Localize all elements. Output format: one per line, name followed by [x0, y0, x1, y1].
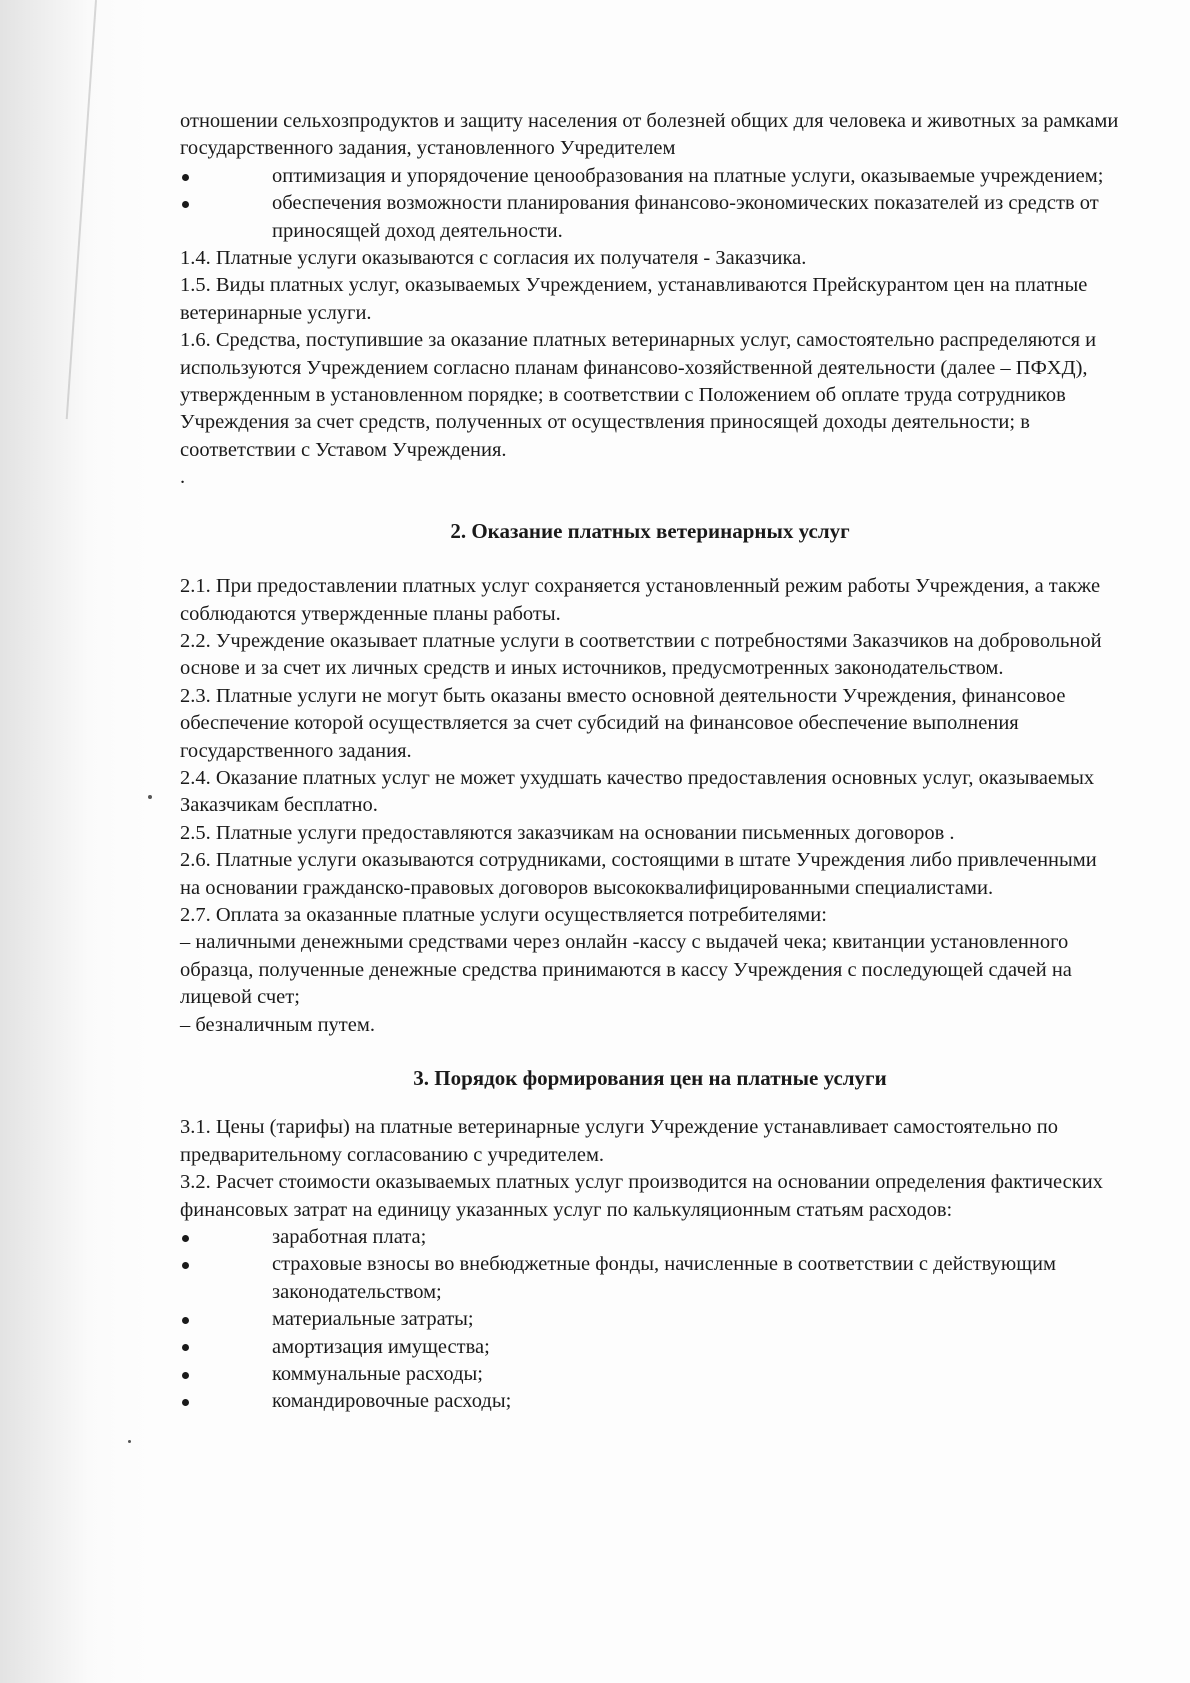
clause-2-2: 2.2. Учреждение оказывает платные услуги в соответствии с потребностями Заказчиков на добровольной основе и за счет их личных средств и иных источников, предусмотренных законодательством.: [180, 629, 1102, 680]
section-2-heading: 2. Оказание платных ветеринарных услуг: [450, 518, 850, 543]
document-page: [180, 108, 1120, 1416]
scan-speck: [128, 1440, 131, 1443]
cost-item-text: страховые взносы во внебюджетные фонды, начисленные в соответствии с действующим законодательством;: [272, 1253, 1056, 1303]
clause-2-3: 2.3. Платные услуги не могут быть оказаны вместо основной деятельности Учреждения, финансовое обеспечение которой осуществляется за счет субсидий на финансовое обеспечение выполнения государственного задания.: [180, 684, 1066, 762]
clause-2-4: 2.4. Оказание платных услуг не может ухудшать качество предоставления основных услуг, оказываемых Заказчикам бесплатно.: [180, 766, 1095, 817]
bullet-icon: [180, 1361, 272, 1388]
bullet-item: [180, 163, 1120, 190]
cost-item: [180, 1388, 1120, 1415]
bullet-icon: [180, 163, 272, 190]
cost-item-text: заработная плата;: [272, 1226, 427, 1249]
clause-3-1: 3.1. Цены (тарифы) на платные ветеринарные услуги Учреждение устанавливает самостоятельно по предварительному согласованию с учредителем.: [180, 1116, 1058, 1166]
bullet-icon: [180, 1224, 272, 1251]
bullet-icon: [180, 1334, 272, 1361]
intro-paragraph: отношении сельхозпродуктов и защиту населения от болезней общих для человека и животных за рамками государственного задания, установленного Учредителем: [180, 110, 1119, 160]
scan-shadow: [0, 0, 150, 1683]
clause-2-7-cash: – наличными денежными средствами через онлайн -кассу с выдачей чека; квитанции установленного образца, полученные денежные средства принимаются в кассу Учреждения с последующей сдачей на лицевой счет;: [180, 931, 1072, 1009]
bullet-icon: [180, 1306, 272, 1333]
cost-item: [180, 1251, 1120, 1306]
cost-item: [180, 1361, 1120, 1388]
scan-fold-line: [66, 0, 97, 419]
bullet-text: оптимизация и упорядочение ценообразования на платные услуги, оказываемые учреждением;: [272, 164, 1104, 187]
bullet-icon: [180, 190, 272, 217]
clause-1-6: 1.6. Средства, поступившие за оказание платных ветеринарных услуг, самостоятельно распределяются и используются Учреждением согласно планам финансово-хозяйственной деятельности (далее – ПФХД), утвержденным в установленном порядке; в соответствии с Положением об оплате труда сотрудников Учреждения за счет средств, полученных от осуществления приносящей доходы деятельности; в соответствии с Уставом Учреждения.: [180, 329, 1097, 461]
cost-item-text: амортизация имущества;: [272, 1335, 490, 1358]
section-3-heading: 3. Порядок формирования цен на платные услуги: [413, 1066, 887, 1090]
clause-2-5: 2.5. Платные услуги предоставляются заказчикам на основании письменных договоров .: [180, 821, 955, 844]
clause-2-7: 2.7. Оплата за оказанные платные услуги осуществляется потребителями:: [180, 903, 827, 926]
cost-item: [180, 1224, 1120, 1251]
cost-item-text: материальные затраты;: [272, 1308, 474, 1331]
clause-2-1: 2.1. При предоставлении платных услуг сохраняется установленный режим работы Учреждения, а также соблюдаются утвержденные планы работы.: [180, 575, 1101, 625]
clause-2-6: 2.6. Платные услуги оказываются сотрудниками, состоящими в штате Учреждения либо привлеченными на основании гражданско-правовых договоров высококвалифицированными специалистами.: [180, 849, 1097, 899]
clause-2-7-cashless: – безналичным путем.: [180, 1013, 375, 1036]
bullet-item: [180, 190, 1120, 245]
cost-item: [180, 1334, 1120, 1361]
bullet-text: обеспечения возможности планирования финансово-экономических показателей из средств от приносящей доход деятельности.: [272, 192, 1099, 242]
clause-1-5: 1.5. Виды платных услуг, оказываемых Учреждением, устанавливаются Прейскурантом цен на платные ветеринарные услуги.: [180, 274, 1088, 324]
stray-mark: .: [180, 466, 186, 489]
cost-item: [180, 1306, 1120, 1333]
cost-item-text: командировочные расходы;: [272, 1390, 512, 1413]
cost-item-text: коммунальные расходы;: [272, 1363, 483, 1386]
clause-3-2: 3.2. Расчет стоимости оказываемых платных услуг производится на основании определения фактических финансовых затрат на единицу указанных услуг по калькуляционным статьям расходов:: [180, 1171, 1103, 1221]
bullet-icon: [180, 1251, 272, 1278]
clause-1-4: 1.4. Платные услуги оказываются с согласия их получателя - Заказчика.: [180, 247, 807, 270]
scan-speck: [148, 795, 152, 799]
bullet-icon: [180, 1388, 272, 1415]
